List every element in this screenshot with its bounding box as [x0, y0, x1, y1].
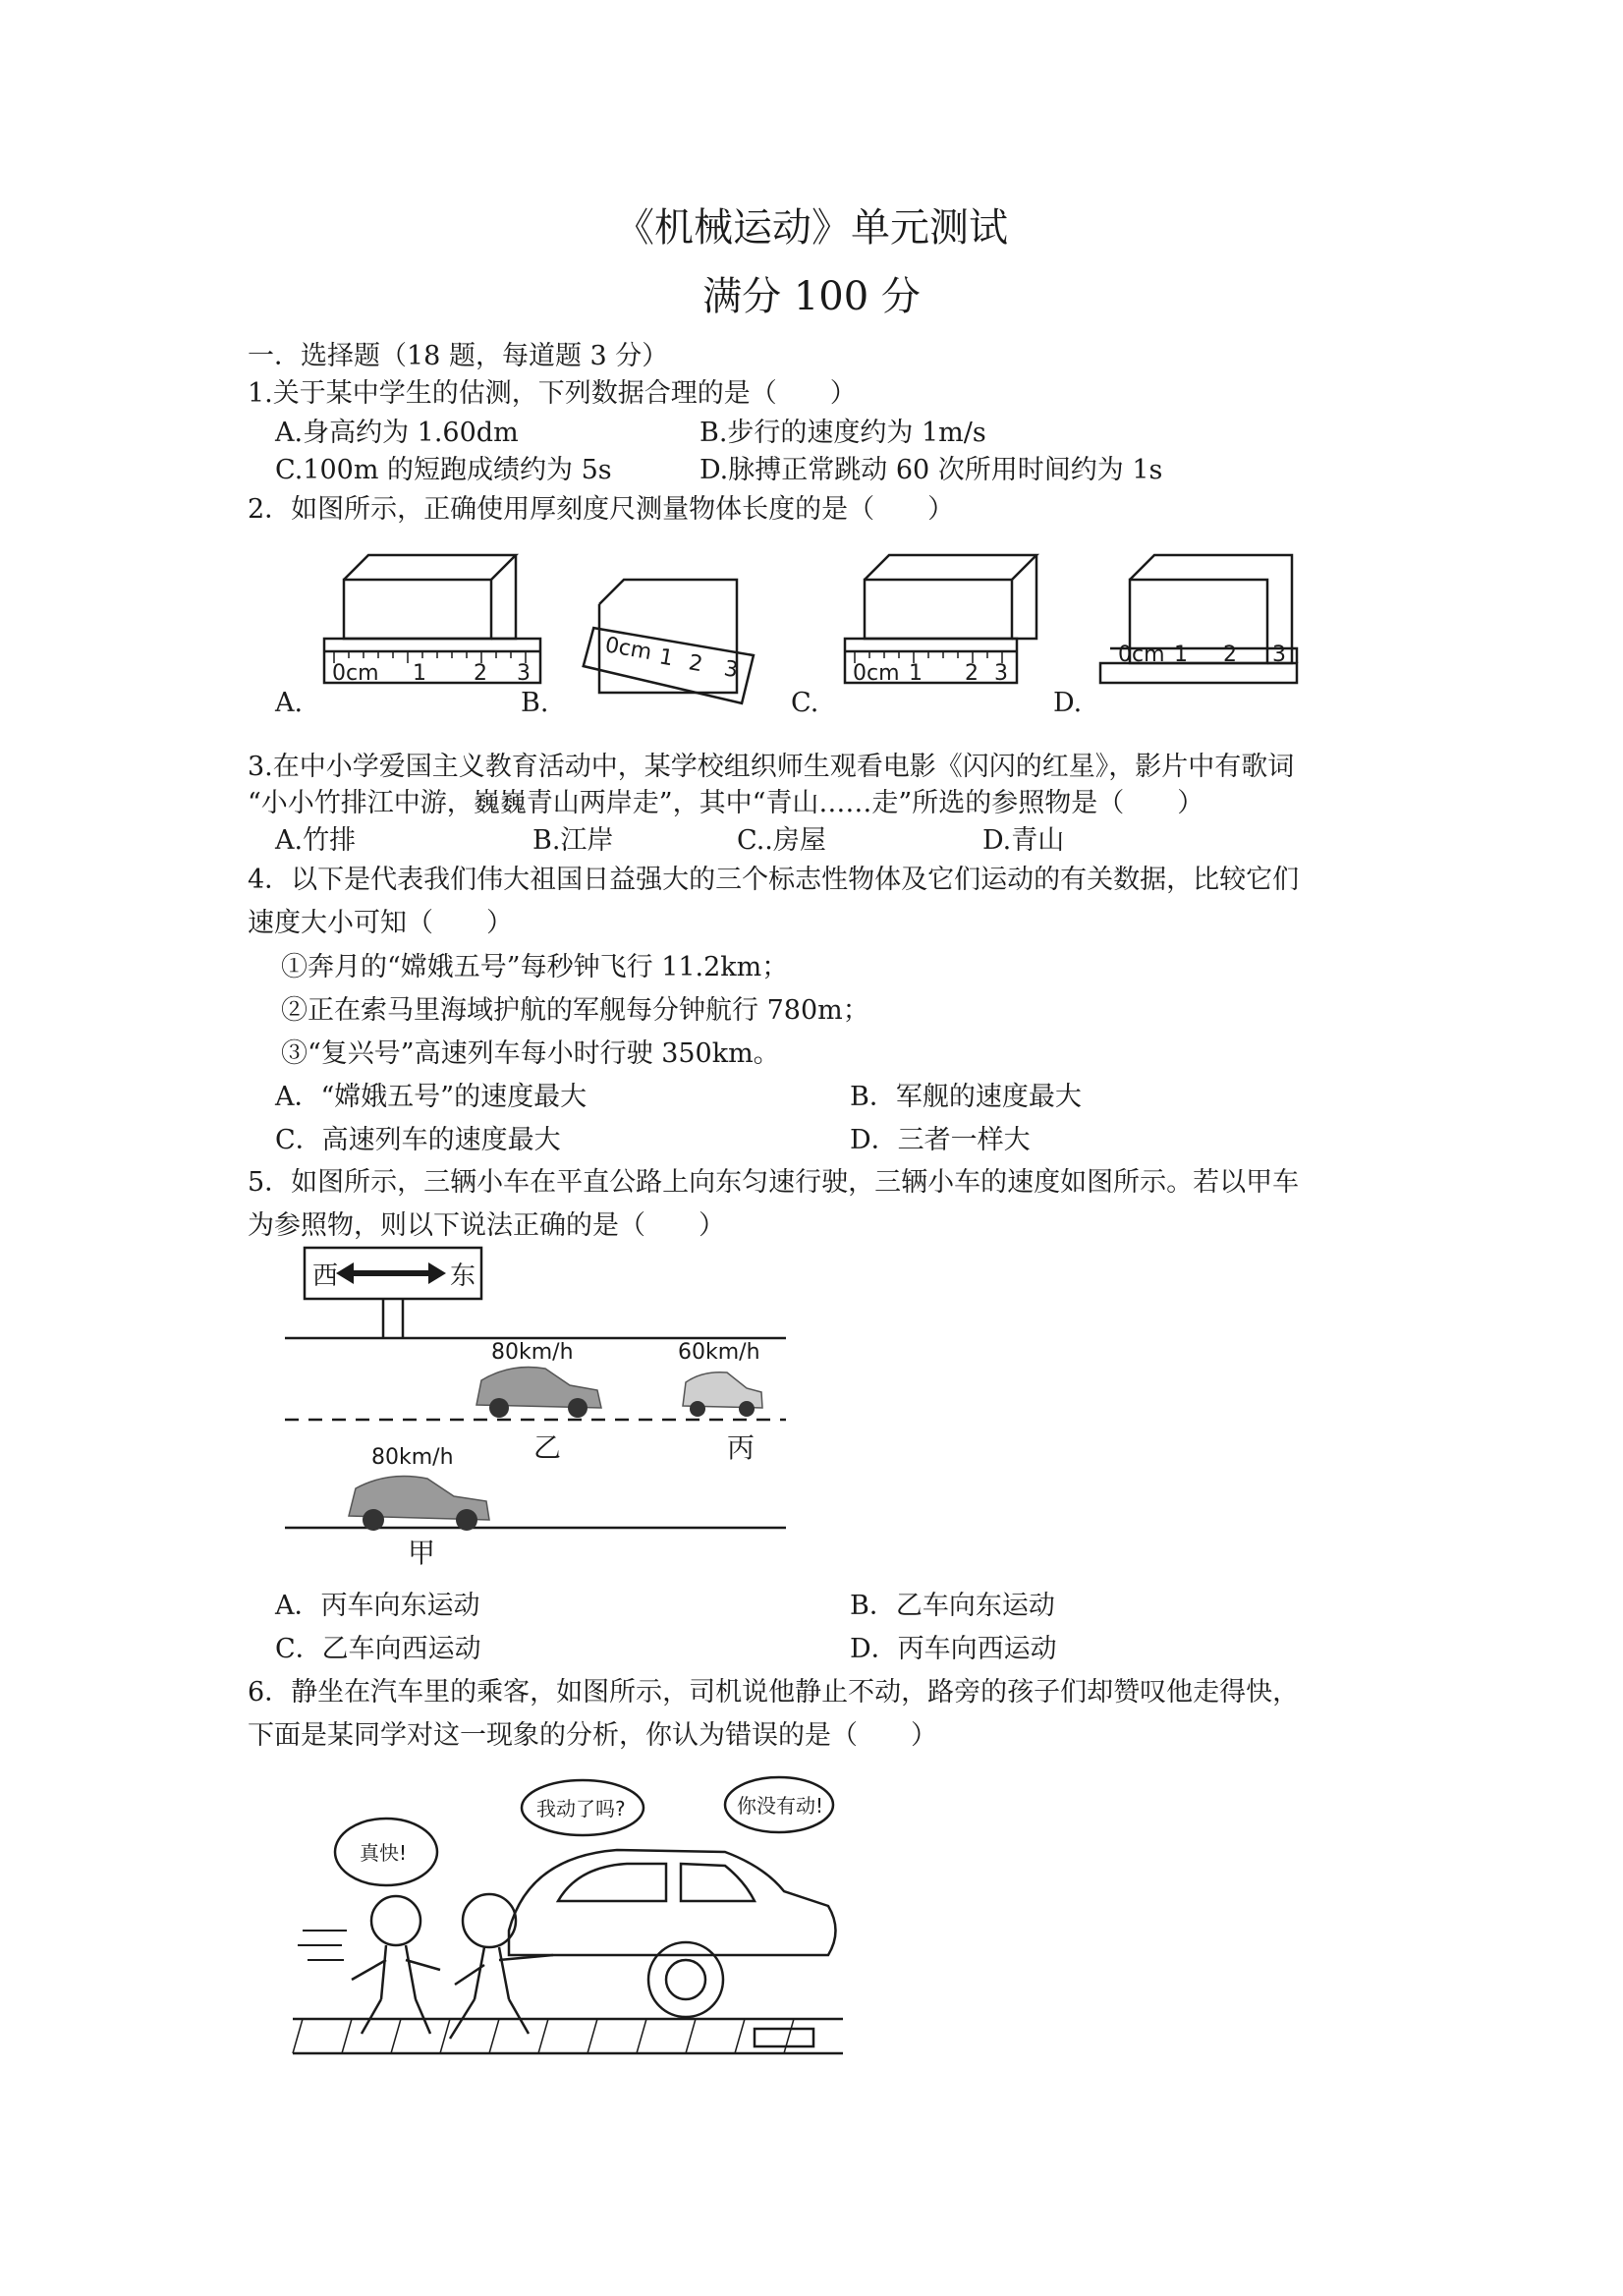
q2-label-c: C. — [791, 688, 819, 718]
q4-option-c: C．高速列车的速度最大 — [275, 1125, 561, 1155]
q4-item-2: ②正在索马里海域护航的军舰每分钟航行 780m； — [281, 995, 869, 1026]
q5-option-c: C．乙车向西运动 — [275, 1634, 481, 1664]
q1-stem: 1.关于某中学生的估测，下列数据合理的是（ ） — [248, 378, 857, 409]
q5-road-figure — [285, 1243, 796, 1567]
svg-text:3: 3 — [1272, 643, 1286, 667]
q3-stem-line1: 3.在中小学爱国主义教育活动中，某学校组织师生观看电影《闪闪的红星》，影片中有歌词 — [248, 752, 1295, 782]
car-bing — [683, 1372, 762, 1417]
page-subtitle: 满分 100 分 — [702, 274, 921, 319]
label-jia: 甲 — [408, 1537, 436, 1569]
svg-text:1: 1 — [413, 661, 426, 686]
q5-option-a: A．丙车向东运动 — [275, 1591, 480, 1621]
q3-stem-line2: “小小竹排江中游，巍巍青山两岸走”，其中“青山……走”所选的参照物是（ ） — [248, 788, 1204, 818]
svg-text:3: 3 — [721, 656, 741, 684]
q5-option-b: B．乙车向东运动 — [850, 1591, 1055, 1621]
q6-stem-line2: 下面是某同学对这一现象的分析，你认为错误的是（ ） — [248, 1720, 937, 1751]
kid-left-body — [352, 1945, 440, 2034]
ruler-d-zero: 0cm — [1118, 643, 1165, 667]
sign-post — [383, 1299, 403, 1338]
q2-label-a: A. — [275, 688, 304, 718]
q2-label-d: D. — [1053, 688, 1083, 718]
kid-left-head — [371, 1896, 420, 1945]
q3-option-d: D.青山 — [982, 825, 1065, 856]
label-yi: 乙 — [533, 1431, 562, 1464]
svg-text:1: 1 — [1174, 643, 1188, 667]
q2-ruler-figure — [265, 545, 1297, 722]
ruler-b-zero: 0cm — [602, 633, 654, 666]
kid-right-head — [463, 1894, 516, 1947]
q2-label-b: B. — [521, 688, 549, 718]
svg-text:3: 3 — [994, 661, 1008, 686]
q3-option-c: C..房屋 — [737, 825, 826, 856]
svg-text:2: 2 — [1223, 643, 1237, 667]
ruler-a-zero: 0cm — [332, 661, 379, 686]
q5-stem-line1: 5．如图所示，三辆小车在平直公路上向东匀速行驶，三辆小车的速度如图所示。若以甲车 — [248, 1167, 1300, 1198]
svg-text:1: 1 — [656, 644, 676, 672]
q4-item-1: ①奔月的“嫦娥五号”每秒钟飞行 11.2km； — [281, 952, 789, 982]
car-jia-speed: 80km/h — [371, 1445, 454, 1470]
page-title: 《机械运动》单元测试 — [615, 205, 1008, 251]
q3-option-a: A.竹排 — [275, 825, 357, 856]
q1-option-d: D.脉搏正常跳动 60 次所用时间约为 1s — [700, 455, 1163, 485]
section-heading: 一．选择题（18 题，每道题 3 分） — [248, 341, 669, 371]
q1-option-b: B.步行的速度约为 1m/s — [700, 418, 986, 448]
bubble-driver-text: 你没有动! — [737, 1794, 824, 1818]
q1-option-c: C.100m 的短跑成绩约为 5s — [275, 455, 612, 485]
car-front-wheel — [648, 1942, 723, 2017]
q4-stem-line2: 速度大小可知（ ） — [248, 908, 513, 938]
svg-text:1: 1 — [909, 661, 923, 686]
q4-option-a: A．“嫦娥五号”的速度最大 — [275, 1082, 588, 1112]
car-body — [509, 1850, 836, 1955]
q1-option-a: A.身高约为 1.60dm — [275, 418, 519, 448]
svg-text:2: 2 — [686, 650, 705, 678]
car-bing-speed: 60km/h — [678, 1340, 760, 1365]
double-arrow-icon — [336, 1262, 446, 1284]
q6-cartoon-figure — [293, 1773, 853, 2078]
car-yi — [476, 1368, 601, 1419]
svg-text:2: 2 — [965, 661, 979, 686]
q4-option-b: B．军舰的速度最大 — [850, 1082, 1082, 1112]
q5-stem-line2: 为参照物，则以下说法正确的是（ ） — [248, 1210, 725, 1241]
car-windows — [558, 1864, 755, 1901]
car-yi-speed: 80km/h — [491, 1340, 574, 1365]
q5-option-d: D．丙车向西运动 — [850, 1634, 1057, 1664]
kid-right-body — [450, 1947, 553, 2039]
bubble-kids-text: 真快! — [360, 1841, 408, 1865]
sign-east: 东 — [450, 1261, 476, 1291]
q6-stem-line1: 6．静坐在汽车里的乘客，如图所示，司机说他静止不动，路旁的孩子们却赞叹他走得快， — [248, 1677, 1300, 1708]
bubble-passenger-text: 我动了吗? — [536, 1797, 626, 1820]
drain-grate — [755, 2029, 813, 2046]
svg-text:2: 2 — [474, 661, 487, 686]
car-jia — [349, 1477, 489, 1531]
sign-west: 西 — [312, 1261, 339, 1291]
q2-stem: 2．如图所示，正确使用厚刻度尺测量物体长度的是（ ） — [248, 494, 955, 525]
q4-stem-line1: 4．以下是代表我们伟大祖国日益强大的三个标志性物体及它们运动的有关数据，比较它们 — [248, 865, 1300, 895]
q3-option-b: B.江岸 — [532, 825, 614, 856]
ruler-c-zero: 0cm — [853, 661, 900, 686]
q4-item-3: ③“复兴号”高速列车每小时行驶 350km。 — [281, 1038, 780, 1069]
svg-text:3: 3 — [517, 661, 531, 686]
label-bing: 丙 — [727, 1431, 756, 1464]
q4-option-d: D．三者一样大 — [850, 1125, 1031, 1155]
